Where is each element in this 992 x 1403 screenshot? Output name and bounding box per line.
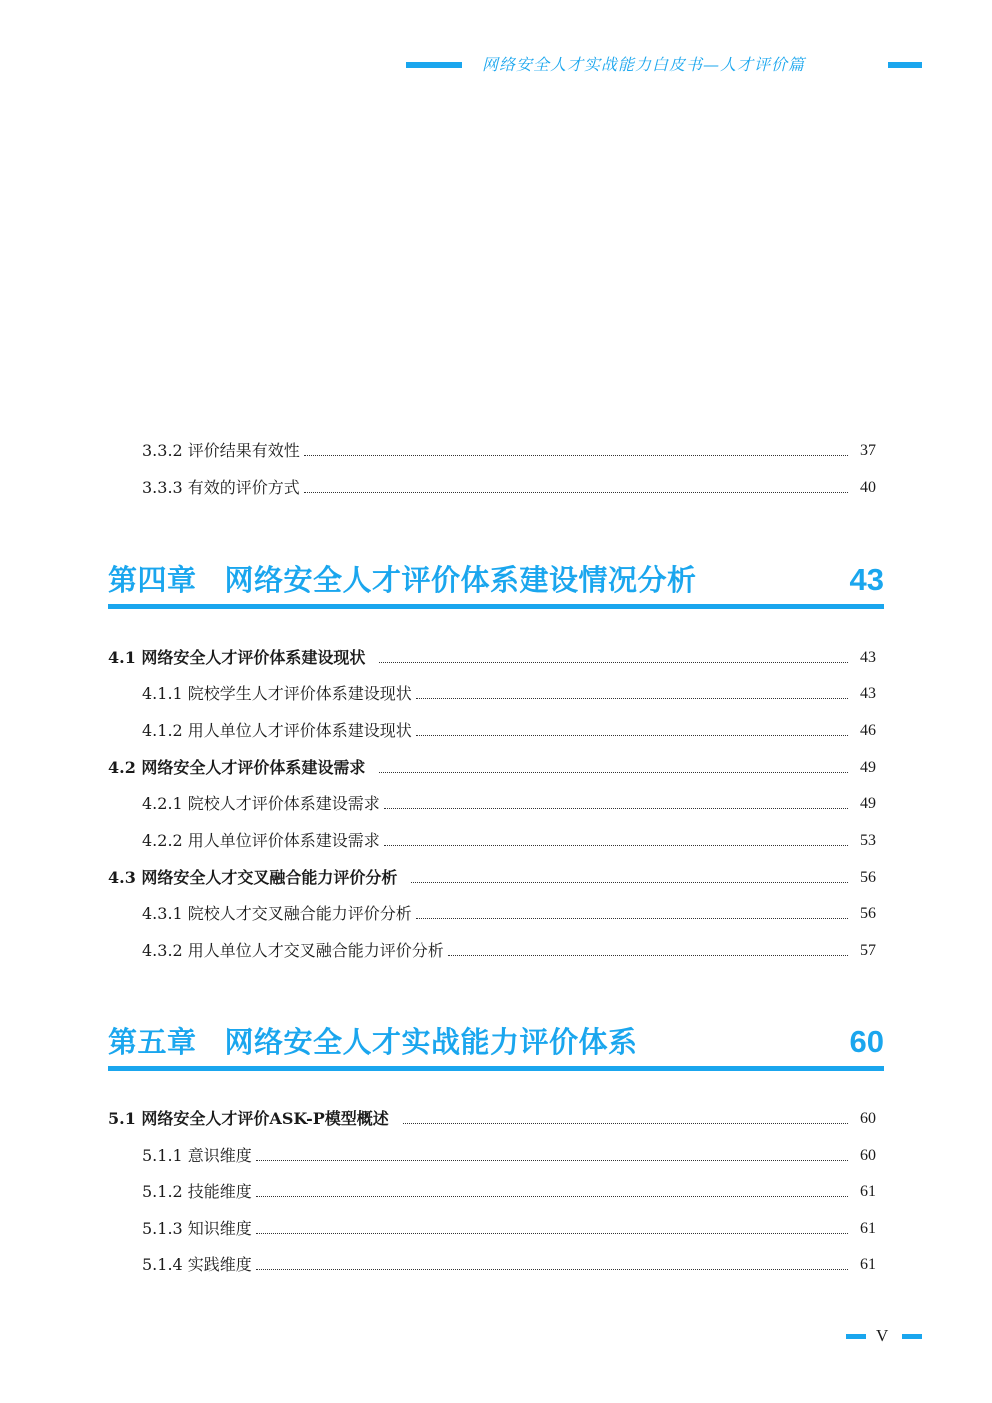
chapter-heading[interactable] <box>108 1022 884 1071</box>
toc-entry-page: 60 <box>860 1110 876 1127</box>
toc-entry[interactable] <box>108 681 876 707</box>
header-title: 网络安全人才实战能力白皮书—人才评价篇 <box>482 55 806 74</box>
toc-entry-page: 49 <box>860 759 876 776</box>
toc-dot-leader <box>448 955 848 956</box>
toc-dot-leader <box>384 808 848 809</box>
toc-entry-label: 4.2.2 用人单位评价体系建设需求 <box>142 831 380 850</box>
toc-entry-label: 4.2 网络安全人才评价体系建设需求 <box>108 758 366 777</box>
toc-entry-page: 49 <box>860 795 876 812</box>
chapter-name: 网络安全人才实战能力评价体系 <box>224 1025 638 1059</box>
toc-entry[interactable] <box>108 1143 876 1169</box>
toc-entry-label: 5.1 网络安全人才评价ASK-P模型概述 <box>108 1109 389 1128</box>
toc-entry[interactable] <box>108 438 876 464</box>
toc-dot-leader <box>411 882 848 883</box>
toc-entry[interactable] <box>108 1179 876 1205</box>
toc-entry[interactable] <box>108 1252 876 1278</box>
toc-entry-label: 4.3 网络安全人才交叉融合能力评价分析 <box>108 868 398 887</box>
toc-entry-page: 46 <box>860 722 876 739</box>
toc-dot-leader <box>416 918 848 919</box>
toc-dot-leader <box>403 1123 848 1124</box>
toc-dot-leader <box>256 1196 848 1197</box>
header-accent-bar-right <box>888 62 922 68</box>
header-accent-bar-left <box>406 62 462 68</box>
toc-entry-page: 43 <box>860 649 876 666</box>
toc-entry-page: 60 <box>860 1147 876 1164</box>
toc-dot-leader <box>379 772 848 773</box>
toc-dot-leader <box>256 1160 848 1161</box>
chapter-number: 第五章 <box>108 1025 197 1059</box>
chapter-title <box>108 1022 638 1062</box>
toc-entry-label: 4.1 网络安全人才评价体系建设现状 <box>108 648 366 667</box>
toc-entry-label: 4.3.2 用人单位人才交叉融合能力评价分析 <box>142 941 444 960</box>
toc-dot-leader <box>379 662 848 663</box>
toc-entry[interactable] <box>108 901 876 927</box>
toc-entry-label: 4.2.1 院校人才评价体系建设需求 <box>142 794 380 813</box>
toc-entry-page: 61 <box>860 1220 876 1237</box>
toc-entry[interactable] <box>108 475 876 501</box>
toc-dot-leader <box>256 1233 848 1234</box>
toc-entry-page: 61 <box>860 1183 876 1200</box>
toc-entry-page: 57 <box>860 942 876 959</box>
footer-accent-bar-left <box>846 1334 866 1339</box>
toc-entry-label: 4.3.1 院校人才交叉融合能力评价分析 <box>142 904 412 923</box>
toc-section-entry[interactable] <box>108 755 876 781</box>
chapter-page-number: 60 <box>849 1024 884 1059</box>
toc-entry-label: 5.1.2 技能维度 <box>142 1182 252 1201</box>
chapter-title <box>108 560 697 600</box>
chapter-page-number: 43 <box>849 562 884 597</box>
toc-entry[interactable] <box>108 1216 876 1242</box>
toc-entry-label: 3.3.2 评价结果有效性 <box>142 441 300 460</box>
running-header <box>0 52 992 78</box>
footer-accent-bar-right <box>902 1334 922 1339</box>
toc-entry-page: 53 <box>860 832 876 849</box>
toc-entry-label: 4.1.2 用人单位人才评价体系建设现状 <box>142 721 412 740</box>
toc-dot-leader <box>304 492 848 493</box>
toc-entry-label: 4.1.1 院校学生人才评价体系建设现状 <box>142 684 412 703</box>
toc-entry-page: 56 <box>860 869 876 886</box>
toc-entry-page: 43 <box>860 685 876 702</box>
toc-dot-leader <box>256 1269 848 1270</box>
toc-entry-page: 40 <box>860 479 876 496</box>
toc-dot-leader <box>304 455 848 456</box>
toc-entry[interactable] <box>108 791 876 817</box>
toc-section-entry[interactable] <box>108 865 876 891</box>
toc-section-entry[interactable] <box>108 1106 876 1132</box>
toc-entry-label: 5.1.1 意识维度 <box>142 1146 252 1165</box>
toc-dot-leader <box>416 735 848 736</box>
toc-entry-page: 56 <box>860 905 876 922</box>
toc-entry-label: 5.1.3 知识维度 <box>142 1219 252 1238</box>
toc-entry-page: 37 <box>860 442 876 459</box>
toc-entry-label: 3.3.3 有效的评价方式 <box>142 478 300 497</box>
toc-section-entry[interactable] <box>108 645 876 671</box>
toc-entry-label: 5.1.4 实践维度 <box>142 1255 252 1274</box>
chapter-heading[interactable] <box>108 560 884 609</box>
footer-page-number: V <box>876 1326 889 1345</box>
chapter-number: 第四章 <box>108 563 197 597</box>
toc-entry[interactable] <box>108 718 876 744</box>
toc-entry[interactable] <box>108 938 876 964</box>
toc-entry-page: 61 <box>860 1256 876 1273</box>
toc-dot-leader <box>416 698 848 699</box>
toc-dot-leader <box>384 845 848 846</box>
chapter-name: 网络安全人才评价体系建设情况分析 <box>224 563 697 597</box>
toc-entry[interactable] <box>108 828 876 854</box>
